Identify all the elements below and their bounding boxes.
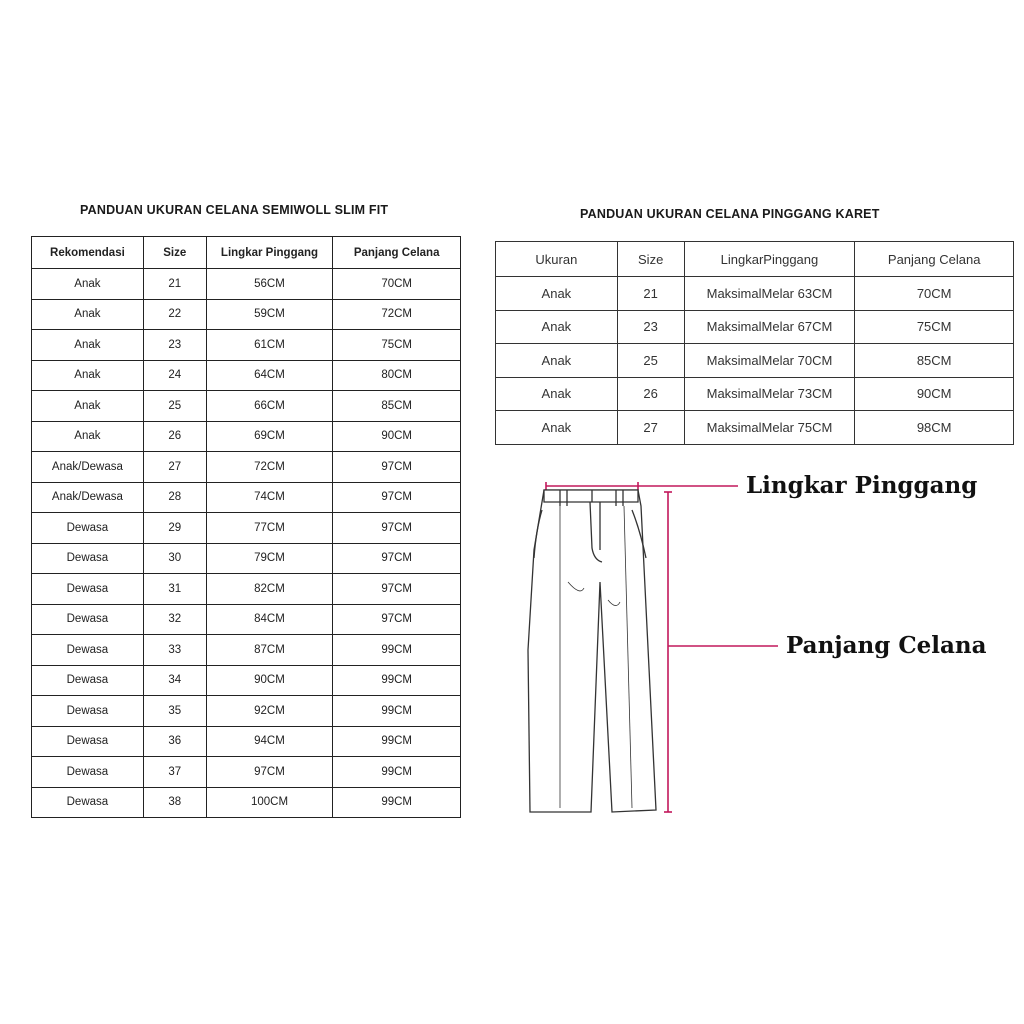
table-cell: 99CM [333,635,461,666]
table-cell: 34 [143,665,206,696]
table-cell: 26 [617,377,684,411]
table-cell: 23 [143,330,206,361]
table-cell: 97CM [333,452,461,483]
column-header: Lingkar Pinggang [206,237,333,269]
table-row [32,299,461,330]
table-cell: 64CM [206,360,333,391]
table-cell: 87CM [206,635,333,666]
table-cell: 82CM [206,574,333,605]
table-cell: 22 [143,299,206,330]
table-row [32,421,461,452]
table-cell: Dewasa [32,665,144,696]
column-header: Rekomendasi [32,237,144,269]
table-cell: 90CM [333,421,461,452]
table-row [32,665,461,696]
table-cell: 59CM [206,299,333,330]
table-cell: Anak/Dewasa [32,452,144,483]
table-cell: 70CM [333,269,461,300]
table-cell: 97CM [206,757,333,788]
table-cell: 33 [143,635,206,666]
right-table-title: PANDUAN UKURAN CELANA PINGGANG KARET [580,207,880,221]
table-row [32,360,461,391]
table-cell: 23 [617,310,684,344]
table-cell: 31 [143,574,206,605]
table-cell: 24 [143,360,206,391]
table-cell: 75CM [333,330,461,361]
column-header: Size [143,237,206,269]
table-cell: 85CM [855,344,1014,378]
table-cell: 97CM [333,543,461,574]
table-cell: Anak [32,299,144,330]
table-cell: Anak [496,411,618,445]
table-cell: Anak [496,310,618,344]
table-row [496,344,1014,378]
table-row [496,310,1014,344]
table-row [32,604,461,635]
table-cell: 94CM [206,726,333,757]
table-cell: Anak [32,360,144,391]
table-cell: 99CM [333,757,461,788]
table-cell: 97CM [333,513,461,544]
table-cell: MaksimalMelar 70CM [684,344,855,378]
table-cell: MaksimalMelar 73CM [684,377,855,411]
table-row [32,635,461,666]
table-cell: 99CM [333,696,461,727]
table-row [496,411,1014,445]
table-cell: 98CM [855,411,1014,445]
table-cell: 90CM [855,377,1014,411]
table-cell: 97CM [333,574,461,605]
table-cell: 69CM [206,421,333,452]
table-cell: 99CM [333,726,461,757]
table-cell: Anak [32,421,144,452]
table-cell: 72CM [206,452,333,483]
table-cell: 97CM [333,604,461,635]
table-row [32,787,461,818]
table-row [32,543,461,574]
table-cell: Dewasa [32,787,144,818]
table-row [32,757,461,788]
table-cell: 25 [143,391,206,422]
table-cell: 80CM [333,360,461,391]
table-cell: 79CM [206,543,333,574]
elastic-waist-size-table [495,241,1014,445]
table-cell: 37 [143,757,206,788]
table-cell: 84CM [206,604,333,635]
table-cell: 30 [143,543,206,574]
table-row [32,330,461,361]
table-cell: 97CM [333,482,461,513]
table-cell: MaksimalMelar 67CM [684,310,855,344]
table-cell: 21 [143,269,206,300]
length-measure-line [664,492,778,812]
table-row [32,391,461,422]
table-cell: Anak [32,330,144,361]
table-cell: MaksimalMelar 75CM [684,411,855,445]
waist-measure-line [546,482,738,490]
table-cell: 99CM [333,665,461,696]
pants-diagram [520,470,780,830]
table-cell: 27 [617,411,684,445]
left-table-title: PANDUAN UKURAN CELANA SEMIWOLL SLIM FIT [80,203,389,217]
table-row [32,574,461,605]
table-cell: 27 [143,452,206,483]
table-cell: Dewasa [32,543,144,574]
table-cell: 29 [143,513,206,544]
pants-outline [528,490,656,812]
table-cell: 36 [143,726,206,757]
table-row [32,726,461,757]
table-cell: 66CM [206,391,333,422]
table-header-row [496,242,1014,277]
table-cell: Anak [496,344,618,378]
waist-label: Lingkar Pinggang [746,472,978,499]
table-cell: 77CM [206,513,333,544]
table-row [32,269,461,300]
table-cell: Dewasa [32,696,144,727]
column-header: Ukuran [496,242,618,277]
table-cell: Dewasa [32,574,144,605]
table-cell: Anak/Dewasa [32,482,144,513]
table-cell: 35 [143,696,206,727]
table-cell: 92CM [206,696,333,727]
table-cell: 72CM [333,299,461,330]
table-cell: MaksimalMelar 63CM [684,277,855,311]
length-label: Panjang Celana [786,632,987,659]
table-cell: 74CM [206,482,333,513]
table-cell: 25 [617,344,684,378]
table-cell: 90CM [206,665,333,696]
table-row [496,377,1014,411]
table-cell: Anak [32,391,144,422]
table-cell: Anak [496,277,618,311]
table-row [32,452,461,483]
table-cell: 21 [617,277,684,311]
table-cell: Dewasa [32,604,144,635]
table-cell: 32 [143,604,206,635]
table-cell: 61CM [206,330,333,361]
table-cell: 70CM [855,277,1014,311]
table-cell: 28 [143,482,206,513]
table-cell: 75CM [855,310,1014,344]
table-cell: 100CM [206,787,333,818]
table-cell: Anak [32,269,144,300]
table-cell: Dewasa [32,757,144,788]
table-cell: Dewasa [32,726,144,757]
table-cell: Dewasa [32,513,144,544]
table-cell: 56CM [206,269,333,300]
column-header: LingkarPinggang [684,242,855,277]
table-cell: 99CM [333,787,461,818]
column-header: Panjang Celana [855,242,1014,277]
table-row [32,513,461,544]
column-header: Size [617,242,684,277]
table-row [496,277,1014,311]
table-cell: 38 [143,787,206,818]
table-cell: Dewasa [32,635,144,666]
table-header-row [32,237,461,269]
table-cell: Anak [496,377,618,411]
table-row [32,696,461,727]
slim-fit-size-table [31,236,461,818]
table-cell: 85CM [333,391,461,422]
table-cell: 26 [143,421,206,452]
table-row [32,482,461,513]
column-header: Panjang Celana [333,237,461,269]
